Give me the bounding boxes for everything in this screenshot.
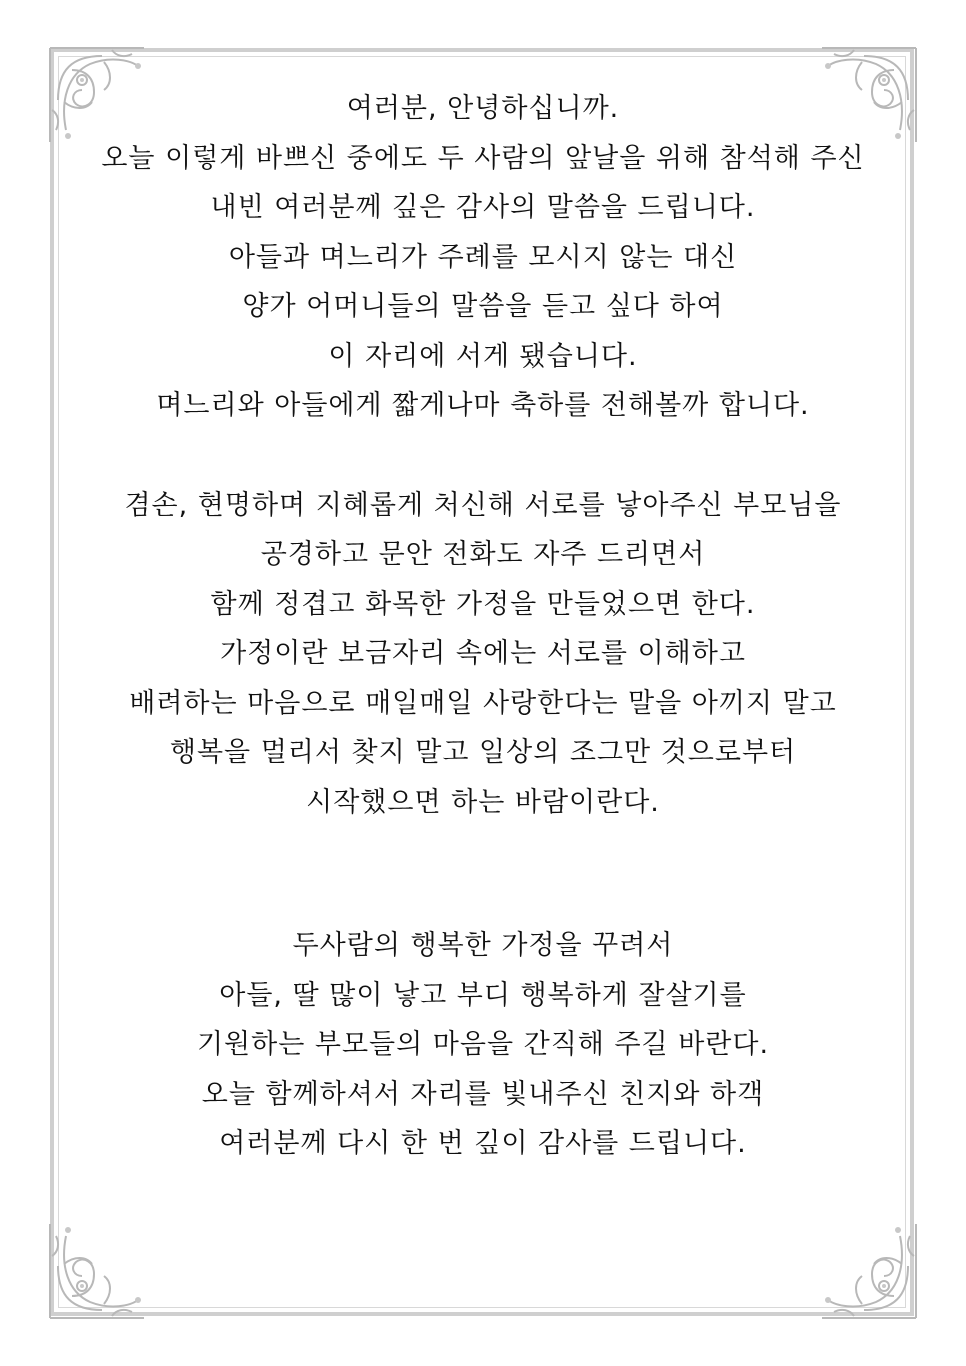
paragraph-advice (60, 481, 906, 828)
text-line: 오늘 이렇게 바쁘신 중에도 두 사람의 앞날을 위해 참석해 주신 (101, 142, 865, 174)
text-line: 배려하는 마음으로 매일매일 사랑한다는 말을 아끼지 말고 (129, 687, 837, 719)
text-line: 공경하고 문안 전화도 자주 드리면서 (260, 539, 706, 570)
text-line: 아들과 며느리가 주례를 모시지 않는 대신 (228, 241, 738, 273)
text-line: 여러분, 안녕하십니까. (346, 93, 620, 124)
text-line: 오늘 함께하셔서 자리를 빛내주신 친지와 하객 (201, 1078, 765, 1110)
text-line: 여러분께 다시 한 번 깊이 감사를 드립니다. (219, 1128, 747, 1159)
text-line: 시작했으면 하는 바람이란다. (306, 786, 660, 818)
text-line: 행복을 멀리서 찾지 말고 일상의 조그만 것으로부터 (169, 737, 797, 768)
paragraph-greeting (60, 84, 906, 431)
text-line: 양가 어머니들의 말씀을 듣고 싶다 하여 (242, 291, 724, 322)
text-line: 기원하는 부모들의 마음을 간직해 주길 바란다. (196, 1029, 770, 1060)
text-line: 함께 정겹고 화목한 가정을 만들었으면 한다. (210, 588, 756, 620)
text-line: 내빈 여러분께 깊은 감사의 말씀을 드립니다. (210, 192, 756, 223)
text-line: 가정이란 보금자리 속에는 서로를 이해하고 (220, 638, 746, 669)
text-line: 겸손, 현명하며 지혜롭게 처신해 서로를 낳아주신 부모님을 (124, 489, 842, 521)
corner-ornament-icon (814, 1216, 924, 1326)
text-line: 며느리와 아들에게 짧게나마 축하를 전해볼까 합니다. (156, 390, 810, 421)
text-line: 이 자리에 서게 됐습니다. (328, 340, 638, 372)
text-line: 아들, 딸 많이 낳고 부디 행복하게 잘살기를 (219, 979, 747, 1011)
text-line: 두사람의 행복한 가정을 꾸려서 (292, 930, 674, 961)
corner-ornament-icon (42, 1216, 152, 1326)
letter-body (60, 84, 906, 1169)
paragraph-closing (60, 921, 906, 1169)
